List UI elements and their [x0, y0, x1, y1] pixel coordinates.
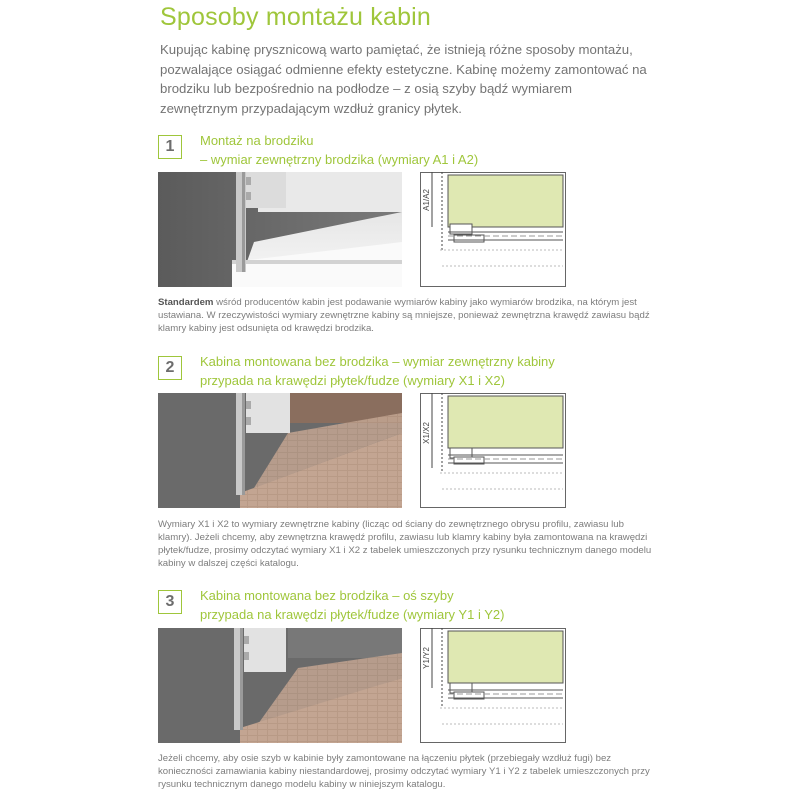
photo-tiled-floor-glass-axis	[158, 628, 402, 743]
diagram-y1-y2	[420, 628, 566, 743]
diagram-a1-a2	[420, 172, 566, 287]
section-1-description: Standardem wśród producentów kabin jest podawanie wymiarów kabiny jako wymiarów brodzika, na którym jest ustawiana. W rzeczywistości wymiary zewnętrzne kabiny są mniejsze, ponieważ zewnętrzna krawędź zawiasu bądź klamry kabiny jest odsunięta od krawędzi brodzika.	[158, 297, 650, 334]
section-3-description: Jeżeli chcemy, aby osie szyb w kabinie były zamontowane na łączeniu płytek (przebiegały wzdłuż fugi) bez konieczności zamawiania kabiny niestandardowej, prosimy odczytać wymiary Y1 i Y2 z tabelek umieszczonych przy rysunku technicznym danego modelu kabiny w niniejszym katalogu.	[158, 753, 650, 790]
page-title: Sposoby montażu kabin	[160, 3, 432, 31]
section-title: Kabina montowana bez brodzika – wymiar zewnętrzny kabiny przypada na krawędzi płytek/fudze (wymiary X1 i X2)	[200, 354, 555, 388]
photo-shower-tray	[158, 172, 402, 287]
section-title: Kabina montowana bez brodzika – oś szyby przypada na krawędzi płytek/fudze (wymiary Y1 i Y2)	[200, 588, 505, 622]
diagram-label: A1/A2	[422, 189, 431, 211]
section-number: 1	[158, 135, 182, 159]
photo-tiled-floor-outer-edge	[158, 393, 402, 508]
section-title: Montaż na brodziku – wymiar zewnętrzny brodzika (wymiary A1 i A2)	[200, 133, 479, 167]
intro-text: Kupując kabinę prysznicową warto pamiętać, że istnieją różne sposoby montażu, pozwalające osiągać odmienne efekty estetyczne. Kabinę możemy zamontować na brodziku lub bezpośrednio na podłodze – z osią szyby bądź wymiarem zewnętrznym przypadającym wzdłuż granicy płytek.	[160, 42, 647, 116]
diagram-label: Y1/Y2	[422, 647, 431, 669]
diagram-label: X1/X2	[422, 422, 431, 444]
section-2-description: Wymiary X1 i X2 to wymiary zewnętrzne kabiny (licząc od ściany do zewnętrznego obrysu profilu, zawiasu lub klamry). Jeżeli chcemy, aby zewnętrzna krawędź profilu, zawiasu lub klamry kabiny była zamontowana na krawędzi płytek/fudze, prosimy odczytać wymiary X1 i X2 z tabelek umieszczonych przy rysunku technicznym danego modelu kabiny w dalszej części katalogu.	[158, 519, 652, 569]
section-number: 3	[158, 590, 182, 614]
section-number: 2	[158, 356, 182, 380]
diagram-x1-x2	[420, 393, 566, 508]
